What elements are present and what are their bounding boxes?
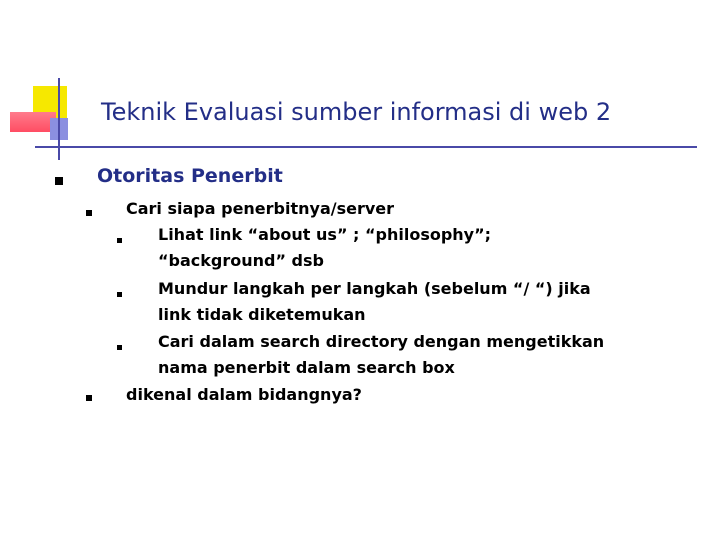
subitem-3-line-2: nama penerbit dalam search box [158, 358, 455, 377]
subitem-2-line-1: Mundur langkah per langkah (sebelum “/ “) jika [158, 279, 591, 298]
item-2-text: dikenal dalam bidangnya? [126, 385, 362, 404]
subitem-1-line-1: Lihat link “about us” ; “philosophy”; [158, 225, 492, 244]
slide-title: Teknik Evaluasi sumber informasi di web 2 [101, 98, 612, 126]
bullet-subitem-2 [117, 292, 122, 297]
subitem-2-line-2: link tidak diketemukan [158, 305, 366, 324]
bullet-subitem-1 [117, 238, 122, 243]
subitem-3-line-1: Cari dalam search directory dengan mengetikkan [158, 332, 605, 351]
item-1-text: Cari siapa penerbitnya/server [126, 199, 395, 218]
bullet-item-1 [86, 210, 92, 216]
section-heading: Otoritas Penerbit [97, 165, 283, 187]
bullet-heading [55, 177, 63, 185]
title-underline [35, 146, 697, 148]
subitem-1-line-2: “background” dsb [158, 251, 324, 270]
bullet-subitem-3 [117, 345, 122, 350]
bullet-item-2 [86, 395, 92, 401]
